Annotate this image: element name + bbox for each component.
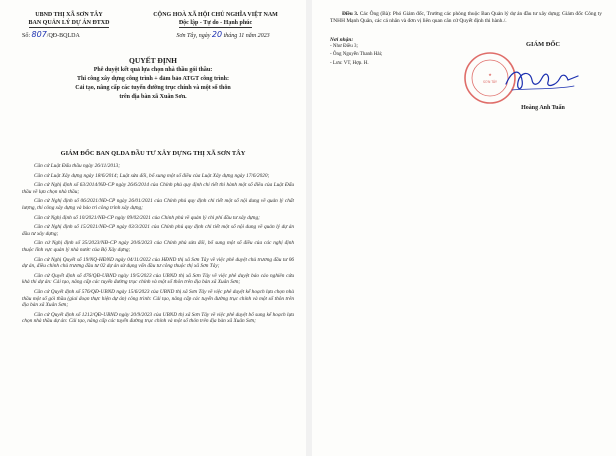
recipients-list: [330, 44, 440, 67]
signer-name: Hoàng Anh Tuấn: [521, 105, 565, 111]
subject-line-2: Thi công xây dựng công trình + đảm bảo ATGT công trình:: [77, 76, 229, 82]
legal-basis-list: [22, 163, 294, 328]
legal-basis-item: Căn cứ Quyết định số 576/QĐ-UBND ngày 15/6/2023 của UBND thị xã Sơn Tây về việc phê duyệt kế hoạch lựa chọn nhà thầu một số gói thầu (giai đoạn thực hiện dự án) công trình: Cải tạo, nâng cấp các tuyến đường trục chính và một số thôn trên địa bàn xã Xuân Sơn;: [22, 288, 294, 309]
legal-basis-item: Căn cứ Luật Xây dựng ngày 18/6/2014; Luật sửa đổi, bổ sung một số điều của Luật Xây dựng ngày 17/6/2020;: [34, 172, 270, 179]
doc-type: QUYẾT ĐỊNH: [129, 56, 177, 65]
date-day-handwritten: 20: [211, 30, 223, 39]
date-rest: tháng 11 năm 2023: [223, 33, 270, 39]
doc-number: [22, 31, 132, 40]
legal-basis-item: Căn cứ Quyết định số 476/QĐ-UBND ngày 19/5/2023 của UBND thị xã Sơn Tây về việc phê duyệt báo cáo nghiên cứu khả thi dự án: Cải tạo, nâng cấp các tuyến đường trục chính và một số thôn trên địa bàn xã Xuân Sơn;: [22, 272, 294, 286]
legal-basis-item: Căn cứ Nghị định số 63/2014/NĐ-CP ngày 26/6/2014 của Chính phủ quy định chi tiết thi hành một số điều của Luật Đấu thầu về lựa chọn nhà thầu;: [22, 182, 294, 195]
agency-name-text: BAN QUẢN LÝ DỰ ÁN ĐTXD: [28, 20, 110, 26]
article-3-text: Các Ông (Bà): Phó Giám đốc, Trưởng các phòng thuộc Ban Quản lý dự án đầu tư xây dựng; Giám đốc Công ty TNHH Mạnh Quân, các cá nhân và đơn vị liên quan căn cứ Quyết định thi hành./.: [330, 11, 602, 24]
subject-line-1: Phê duyệt kết quả lựa chọn nhà thầu gói thầu:: [93, 67, 213, 73]
svg-text:SƠN TÂY: SƠN TÂY: [483, 80, 497, 84]
agency-parent: UBND THỊ XÃ SƠN TÂY: [35, 12, 103, 18]
date-place-prefix: Sơn Tây, ngày: [176, 33, 211, 39]
doc-number-suffix: /QĐ-BQLDA: [46, 33, 80, 39]
national-motto: [128, 19, 303, 28]
issuer-heading: GIÁM ĐỐC BAN QLDA ĐẦU TƯ XÂY DỰNG THỊ XÃ SƠN TÂY: [60, 150, 246, 157]
legal-basis-item: Căn cứ Nghị Quyết số 19/NQ-HĐND ngày 04/11/2022 của HĐND thị xã Sơn Tây về việc phê duyệt chủ trương đầu tư 06 dự án, điều chỉnh chủ trương đầu tư 02 dự án sử dụng vốn đầu tư công thuộc thị xã Sơn Tây;: [22, 256, 294, 270]
doc-number-handwritten: 807: [31, 30, 47, 39]
legal-basis-item: Căn cứ Nghị định số 10/2021/NĐ-CP ngày 09/02/2021 của Chính phủ về quản lý chi phí đầu tư xây dựng;: [34, 214, 260, 221]
recipient-item: - Lưu: VT, Hợp. H.: [330, 60, 369, 66]
signature: [502, 60, 582, 98]
recipient-item: - Ông Nguyễn Thanh Hải;: [330, 52, 383, 58]
document-page-right: [312, 0, 616, 456]
legal-basis-item: Căn cứ Quyết định số 1212/QĐ-UBND ngày 20/9/2023 của UBND thị xã Sơn Tây về việc phê duyệt bổ sung kế hoạch lựa chọn nhà thầu dự án: Cải tạo, nâng cấp các tuyến đường trục chính và một số thôn trên địa bàn xã Xuân Sơn;: [22, 311, 294, 325]
article-3-label: Điều 3.: [342, 11, 359, 17]
national-title: CỘNG HOÀ XÃ HỘI CHỦ NGHĨA VIỆT NAM: [153, 12, 278, 18]
legal-basis-item: Căn cứ Nghị định số 35/2023/NĐ-CP ngày 20/6/2023 của Chính phủ sửa đổi, bổ sung một số điều của các nghị định thuộc lĩnh vực quản lý nhà nước của Bộ Xây dựng;: [22, 240, 294, 253]
recipients-heading: Nơi nhận:: [330, 37, 354, 43]
article-3: [330, 11, 602, 25]
svg-text:★: ★: [488, 72, 492, 77]
legal-basis-item: Căn cứ Luật Đấu thầu ngày 26/11/2013;: [34, 163, 121, 169]
doc-number-prefix: Số:: [22, 33, 31, 39]
date-place: [138, 31, 306, 40]
document-page-left: [0, 0, 306, 456]
subject-line-3: Cải tạo, nâng cấp các tuyến đường trục chính và một số thôn: [75, 85, 231, 91]
national-motto-text: Độc lập - Tự do - Hạnh phúc: [178, 20, 253, 26]
legal-basis-item: Căn cứ Nghị định số 15/2021/NĐ-CP ngày 03/3/2021 của Chính phủ quy định chi tiết một số nội dung về quản lý dự án đầu tư xây dựng;: [22, 224, 294, 237]
signer-title: GIÁM ĐỐC: [526, 41, 560, 48]
subject-line-4: trên địa bàn xã Xuân Sơn.: [119, 94, 187, 100]
agency-name: [10, 19, 128, 28]
recipient-item: - Như Điều 3;: [330, 44, 358, 49]
legal-basis-item: Căn cứ Nghị định số 06/2021/NĐ-CP ngày 26/01/2021 của Chính phủ quy định chi tiết một số nội dung về quản lý chất lượng, thi công xây dựng và bảo trì công trình xây dựng;: [22, 198, 294, 211]
